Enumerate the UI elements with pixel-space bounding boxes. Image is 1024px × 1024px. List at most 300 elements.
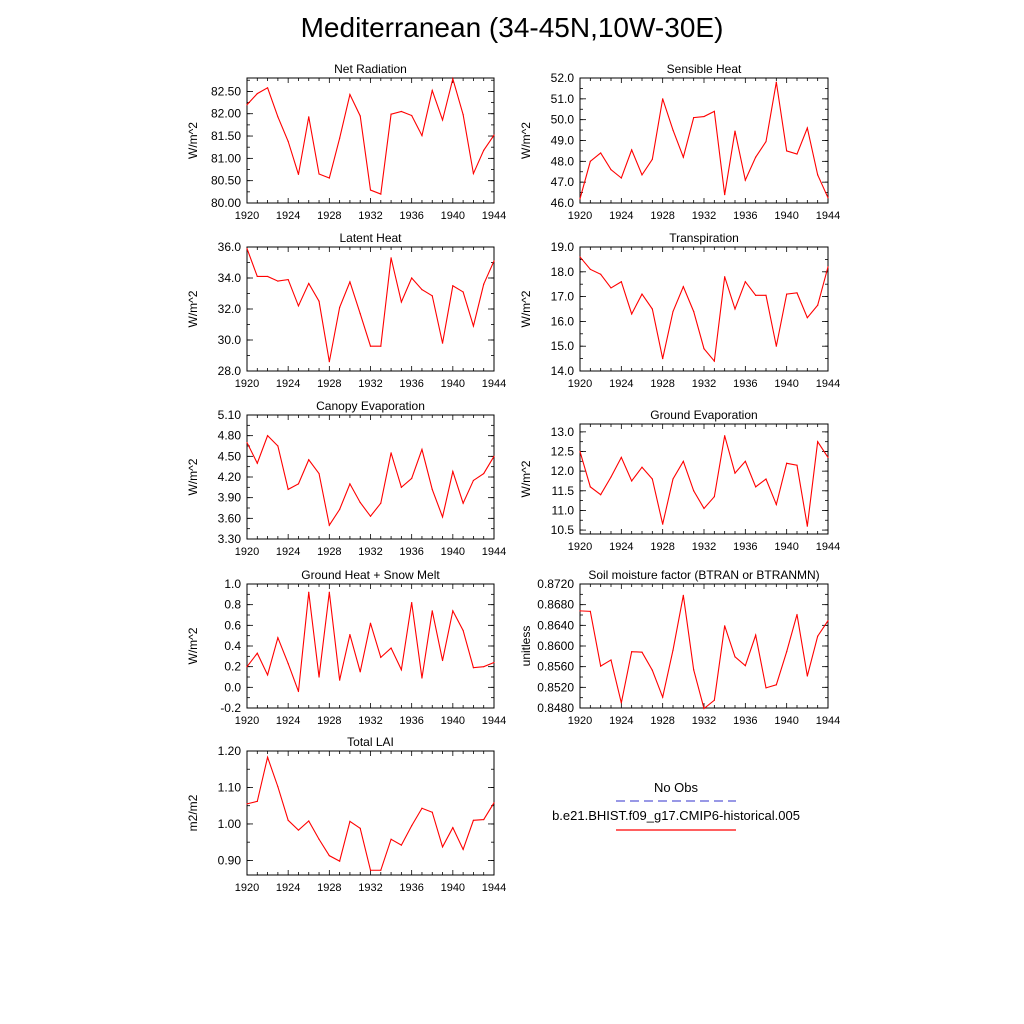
x-tick-label: 1928 [317, 715, 342, 727]
data-point [370, 623, 371, 624]
data-point [796, 153, 797, 154]
data-point [600, 494, 601, 495]
data-point [786, 294, 787, 295]
data-point [380, 657, 381, 658]
data-point [288, 141, 289, 142]
y-tick-label: 3.30 [217, 532, 241, 546]
y-tick-label: 0.90 [217, 853, 241, 868]
data-point [277, 116, 278, 117]
y-tick-label: 51.0 [550, 91, 574, 106]
data-point [493, 456, 494, 457]
panel-title: Canopy Evaporation [316, 399, 425, 413]
data-point [590, 486, 591, 487]
data-point [786, 150, 787, 151]
x-tick-label: 1928 [317, 882, 342, 894]
data-point [452, 78, 453, 79]
y-tick-label: 34.0 [217, 271, 241, 285]
data-point [411, 115, 412, 116]
data-point [329, 177, 330, 178]
series-line [247, 436, 494, 526]
data-point [390, 114, 391, 115]
data-point [631, 313, 632, 314]
x-tick-label: 1944 [815, 541, 841, 553]
y-tick-label: 49.0 [550, 133, 574, 148]
data-point [298, 483, 299, 484]
data-point [442, 660, 443, 661]
data-point [621, 281, 622, 282]
x-tick-label: 1936 [733, 210, 758, 222]
x-tick-label: 1920 [567, 210, 593, 222]
data-point [421, 135, 422, 136]
data-point [734, 131, 735, 132]
y-tick-label: 19.0 [550, 240, 574, 254]
data-point [360, 828, 361, 829]
data-point [339, 307, 340, 308]
legend-model-label: b.e21.BHIST.f09_g17.CMIP6-historical.005 [552, 808, 800, 823]
data-point [734, 308, 735, 309]
data-point [827, 197, 828, 198]
y-tick-label: 47.0 [550, 175, 574, 190]
data-point [483, 150, 484, 151]
plot-frame [247, 584, 494, 708]
x-tick-label: 1928 [317, 546, 342, 558]
x-tick-label: 1932 [358, 882, 383, 894]
data-point [652, 159, 653, 160]
data-point [662, 358, 663, 359]
data-point [631, 480, 632, 481]
data-point [277, 281, 278, 282]
data-point [329, 525, 330, 526]
data-point [421, 808, 422, 809]
panel-title: Soil moisture factor (BTRAN or BTRANMN) [588, 568, 820, 582]
data-point [765, 295, 766, 296]
x-tick-label: 1940 [440, 378, 466, 390]
plot-frame [247, 415, 494, 539]
data-point [380, 870, 381, 871]
x-tick-label: 1936 [733, 378, 758, 390]
data-point [652, 670, 653, 671]
x-tick-label: 1940 [774, 210, 799, 222]
x-tick-label: 1940 [440, 210, 466, 222]
data-point [662, 98, 663, 99]
y-tick-label: 12.5 [550, 444, 574, 459]
chart-panel-3 [186, 231, 506, 390]
data-point [267, 276, 268, 277]
y-tick-label: -0.2 [220, 701, 241, 715]
data-point [349, 94, 350, 95]
data-point [817, 305, 818, 306]
data-point [308, 283, 309, 284]
data-point [329, 361, 330, 362]
data-point [308, 820, 309, 821]
x-tick-label: 1928 [317, 210, 342, 222]
x-tick-label: 1936 [399, 378, 424, 390]
data-point [693, 669, 694, 670]
data-point [370, 516, 371, 517]
x-tick-label: 1944 [815, 378, 841, 390]
data-point [786, 463, 787, 464]
data-point [610, 476, 611, 477]
data-point [463, 630, 464, 631]
plot-frame [580, 247, 828, 371]
data-point [776, 346, 777, 347]
data-point [360, 313, 361, 314]
data-point [600, 152, 601, 153]
chart-panel-2 [519, 62, 840, 222]
data-point [641, 174, 642, 175]
data-point [590, 161, 591, 162]
y-tick-label: 4.80 [217, 428, 241, 443]
data-point [473, 325, 474, 326]
plot-frame [580, 584, 828, 708]
y-tick-label: 0.2 [224, 659, 241, 674]
data-point [493, 135, 494, 136]
data-point [452, 827, 453, 828]
data-point [370, 346, 371, 347]
y-tick-label: 82.00 [210, 106, 241, 121]
data-point [631, 149, 632, 150]
data-point [600, 666, 601, 667]
x-tick-label: 1940 [440, 882, 466, 894]
data-point [308, 116, 309, 117]
data-point [318, 676, 319, 677]
x-tick-label: 1936 [733, 715, 758, 727]
data-point [401, 487, 402, 488]
data-point [246, 803, 247, 804]
data-point [483, 819, 484, 820]
data-point [817, 174, 818, 175]
data-point [807, 675, 808, 676]
x-tick-label: 1932 [358, 210, 383, 222]
data-point [703, 708, 704, 709]
data-point [714, 496, 715, 497]
data-point [463, 849, 464, 850]
data-point [432, 812, 433, 813]
y-tick-label: 3.60 [217, 511, 241, 526]
data-point [662, 697, 663, 698]
data-point [734, 656, 735, 657]
data-point [318, 301, 319, 302]
data-point [401, 669, 402, 670]
y-tick-label: 46.0 [550, 196, 574, 210]
x-tick-label: 1936 [733, 541, 758, 553]
data-point [360, 502, 361, 503]
x-tick-label: 1936 [399, 210, 424, 222]
x-tick-label: 1940 [440, 546, 466, 558]
plot-frame [580, 424, 828, 534]
x-tick-label: 1932 [691, 715, 717, 727]
x-tick-label: 1944 [481, 546, 507, 558]
data-point [463, 503, 464, 504]
data-point [724, 435, 725, 436]
data-point [452, 471, 453, 472]
y-tick-label: 1.0 [224, 577, 241, 591]
x-tick-label: 1936 [399, 715, 424, 727]
panel-title: Total LAI [347, 735, 394, 749]
data-point [827, 266, 828, 267]
data-point [610, 169, 611, 170]
x-tick-label: 1924 [609, 715, 634, 727]
data-point [401, 844, 402, 845]
data-point [683, 286, 684, 287]
data-point [390, 452, 391, 453]
data-point [683, 461, 684, 462]
data-point [349, 281, 350, 282]
panel-title: Net Radiation [334, 62, 407, 76]
data-point [765, 478, 766, 479]
data-point [411, 825, 412, 826]
x-tick-label: 1932 [358, 715, 383, 727]
y-tick-label: 0.8560 [537, 659, 574, 674]
y-tick-label: 5.10 [217, 408, 241, 422]
y-tick-label: 0.8600 [537, 639, 574, 653]
y-tick-label: 0.8480 [537, 701, 574, 715]
chart-panel-4 [519, 231, 840, 390]
data-point [267, 674, 268, 675]
data-point [807, 127, 808, 128]
series-line [247, 79, 494, 194]
y-axis-label: W/m^2 [519, 460, 533, 498]
data-point [267, 87, 268, 88]
data-point [257, 93, 258, 94]
data-point [755, 157, 756, 158]
data-point [267, 435, 268, 436]
data-point [693, 311, 694, 312]
data-point [672, 311, 673, 312]
data-point [380, 503, 381, 504]
data-point [672, 129, 673, 130]
data-point [360, 115, 361, 116]
x-tick-label: 1940 [440, 715, 466, 727]
data-point [277, 445, 278, 446]
x-tick-label: 1924 [609, 210, 634, 222]
data-point [693, 117, 694, 118]
panel-title: Ground Evaporation [650, 408, 758, 422]
data-point [452, 610, 453, 611]
data-point [776, 504, 777, 505]
data-point [796, 614, 797, 615]
data-point [390, 647, 391, 648]
data-point [370, 870, 371, 871]
data-point [745, 179, 746, 180]
y-tick-label: 12.0 [550, 464, 574, 479]
x-tick-label: 1932 [691, 378, 717, 390]
data-point [807, 526, 808, 527]
x-tick-label: 1928 [650, 541, 675, 553]
data-point [442, 846, 443, 847]
y-tick-label: 11.0 [551, 503, 574, 518]
x-tick-label: 1920 [234, 546, 260, 558]
y-tick-label: 3.90 [217, 490, 241, 505]
data-point [257, 653, 258, 654]
data-point [288, 663, 289, 664]
data-point [745, 665, 746, 666]
y-tick-label: 30.0 [217, 333, 241, 347]
x-tick-label: 1944 [481, 882, 507, 894]
y-tick-label: 48.0 [550, 154, 574, 169]
x-tick-label: 1920 [234, 378, 260, 390]
data-point [703, 508, 704, 509]
y-tick-label: 1.20 [217, 744, 241, 758]
data-point [672, 478, 673, 479]
data-point [246, 104, 247, 105]
data-point [349, 821, 350, 822]
data-point [703, 348, 704, 349]
y-tick-label: 0.6 [224, 618, 241, 633]
series-line [580, 82, 828, 199]
data-point [288, 820, 289, 821]
panel-title: Sensible Heat [666, 62, 742, 76]
data-point [579, 256, 580, 257]
data-point [463, 291, 464, 292]
y-tick-label: 10.5 [550, 523, 574, 538]
data-point [755, 295, 756, 296]
y-axis-label: W/m^2 [519, 122, 533, 159]
data-point [817, 636, 818, 637]
y-axis-label: m2/m2 [186, 794, 200, 832]
data-point [672, 650, 673, 651]
data-point [257, 463, 258, 464]
y-tick-label: 15.0 [550, 339, 574, 354]
x-tick-label: 1940 [774, 541, 799, 553]
chart-panel-1 [186, 62, 506, 222]
y-tick-label: 81.00 [210, 151, 241, 166]
data-point [339, 509, 340, 510]
data-point [349, 634, 350, 635]
data-point [714, 111, 715, 112]
legend [552, 780, 800, 830]
y-axis-label: W/m^2 [186, 122, 200, 159]
data-point [641, 467, 642, 468]
y-tick-label: 16.0 [550, 314, 574, 329]
data-point [411, 478, 412, 479]
x-tick-label: 1928 [650, 378, 675, 390]
series-line [580, 436, 828, 526]
data-point [683, 157, 684, 158]
x-tick-label: 1936 [399, 882, 424, 894]
data-point [621, 177, 622, 178]
x-tick-label: 1944 [481, 378, 507, 390]
data-point [786, 651, 787, 652]
data-point [483, 473, 484, 474]
data-point [288, 279, 289, 280]
data-point [277, 637, 278, 638]
page-title: Mediterranean (34-45N,10W-30E) [300, 12, 724, 43]
y-tick-label: 18.0 [550, 264, 574, 279]
chart-panel-7 [186, 568, 506, 727]
data-point [590, 611, 591, 612]
x-tick-label: 1924 [275, 715, 301, 727]
x-tick-label: 1944 [481, 715, 507, 727]
data-point [776, 684, 777, 685]
data-point [380, 193, 381, 194]
data-point [257, 801, 258, 802]
y-tick-label: 11.5 [551, 483, 574, 498]
chart-panel-9 [186, 735, 506, 894]
data-point [693, 490, 694, 491]
data-point [714, 700, 715, 701]
data-point [308, 459, 309, 460]
data-point [421, 677, 422, 678]
y-tick-label: 0.8680 [537, 597, 574, 612]
y-tick-label: 36.0 [217, 240, 241, 254]
data-point [724, 276, 725, 277]
data-point [641, 652, 642, 653]
data-point [298, 174, 299, 175]
data-point [380, 346, 381, 347]
data-point [411, 277, 412, 278]
chart-panel-8 [519, 568, 840, 727]
data-point [493, 662, 494, 663]
data-point [298, 305, 299, 306]
y-axis-label: W/m^2 [186, 627, 200, 665]
data-point [246, 666, 247, 667]
data-point [755, 635, 756, 636]
x-tick-label: 1920 [567, 715, 593, 727]
y-tick-label: 4.20 [217, 470, 241, 484]
x-tick-label: 1924 [275, 378, 301, 390]
data-point [432, 295, 433, 296]
y-tick-label: 0.8720 [537, 577, 574, 591]
data-point [267, 757, 268, 758]
series-line [580, 257, 828, 361]
panel-title: Ground Heat + Snow Melt [301, 568, 440, 582]
series-line [247, 249, 494, 362]
data-point [421, 289, 422, 290]
x-tick-label: 1928 [650, 210, 675, 222]
data-point [318, 839, 319, 840]
series-line [247, 757, 494, 870]
data-point [432, 90, 433, 91]
panel-title: Latent Heat [339, 231, 402, 245]
data-point [401, 111, 402, 112]
data-point [714, 360, 715, 361]
x-tick-label: 1940 [774, 715, 799, 727]
data-point [360, 671, 361, 672]
plot-frame [247, 247, 494, 371]
data-point [246, 248, 247, 249]
data-point [765, 141, 766, 142]
chart-panel-6 [519, 408, 840, 553]
x-tick-label: 1920 [234, 882, 260, 894]
data-point [432, 489, 433, 490]
x-tick-label: 1924 [275, 210, 301, 222]
y-tick-label: 50.0 [550, 112, 574, 127]
data-point [318, 173, 319, 174]
x-tick-label: 1924 [275, 882, 301, 894]
data-point [579, 451, 580, 452]
data-point [483, 284, 484, 285]
data-point [776, 82, 777, 83]
x-tick-label: 1944 [815, 715, 841, 727]
x-tick-label: 1920 [234, 715, 260, 727]
x-tick-label: 1940 [774, 378, 799, 390]
y-tick-label: 14.0 [550, 364, 574, 378]
data-point [703, 116, 704, 117]
data-point [370, 189, 371, 190]
data-point [724, 625, 725, 626]
data-point [442, 119, 443, 120]
data-point [796, 292, 797, 293]
data-point [765, 687, 766, 688]
data-point [579, 610, 580, 611]
x-tick-label: 1924 [275, 546, 301, 558]
data-point [631, 651, 632, 652]
y-tick-label: 82.50 [210, 84, 241, 99]
data-point [827, 457, 828, 458]
data-point [473, 667, 474, 668]
data-point [796, 465, 797, 466]
